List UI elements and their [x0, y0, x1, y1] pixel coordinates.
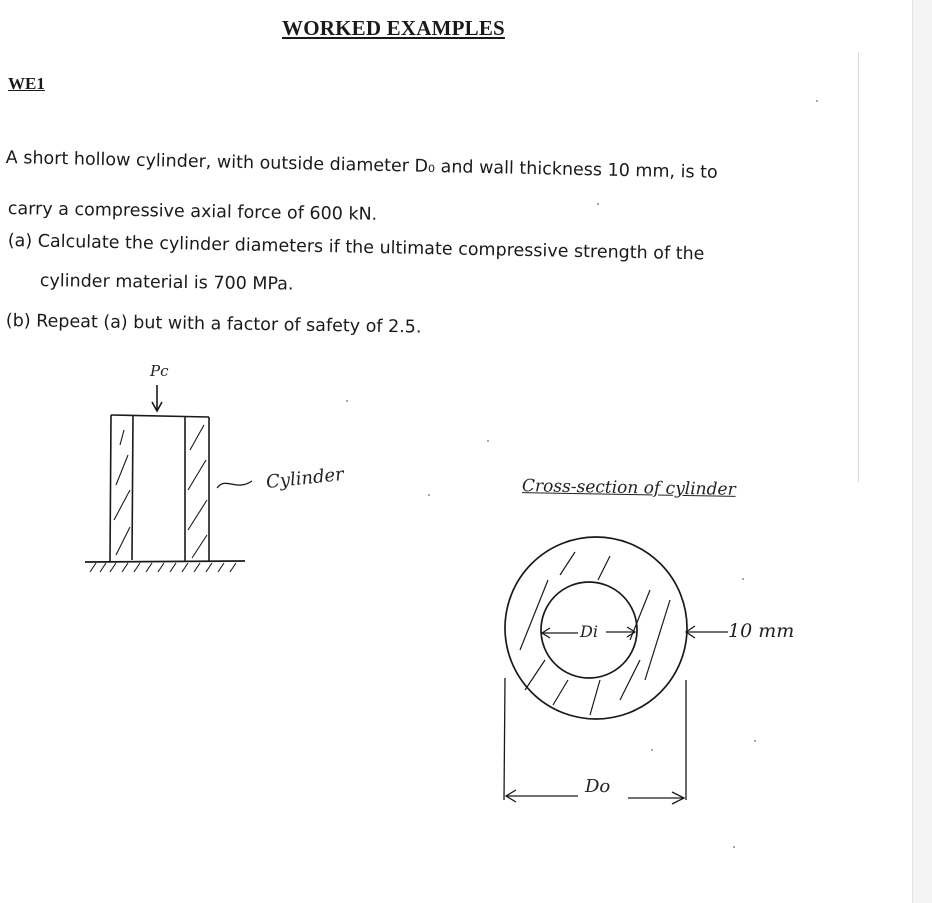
scan-speck — [816, 100, 818, 102]
cylinder-cross-section — [504, 537, 728, 804]
outer-diameter-label: Do — [585, 776, 611, 797]
scan-speck — [754, 740, 756, 742]
scan-speck — [651, 749, 653, 751]
example-label: WE1 — [8, 74, 45, 93]
problem-line-1: A short hollow cylinder, with outside diameter D₀ and wall thickness 10 mm, is to — [5, 148, 718, 183]
cylinder-label: Cylinder — [265, 463, 345, 494]
part-b: (b) Repeat (a) but with a factor of safety of 2.5. — [5, 311, 422, 338]
load-label: Pc — [150, 362, 169, 380]
scan-speck — [597, 203, 599, 205]
part-a-line-1: (a) Calculate the cylinder diameters if the ultimate compressive strength of the — [7, 231, 705, 265]
page-title: WORKED EXAMPLES — [282, 16, 505, 40]
scan-speck — [487, 440, 489, 442]
cylinder-side-view — [85, 385, 252, 572]
wall-thickness-label: 10 mm — [728, 620, 795, 642]
problem-line-2: carry a compressive axial force of 600 kN. — [7, 199, 378, 225]
scan-speck — [733, 846, 735, 848]
scan-speck — [346, 400, 348, 402]
inner-diameter-label: Di — [580, 622, 598, 641]
part-a-line-2: cylinder material is 700 MPa. — [39, 271, 294, 295]
cross-section-title: Cross-section of cylinder — [521, 476, 736, 500]
scan-speck — [742, 578, 744, 580]
scan-speck — [428, 494, 430, 496]
